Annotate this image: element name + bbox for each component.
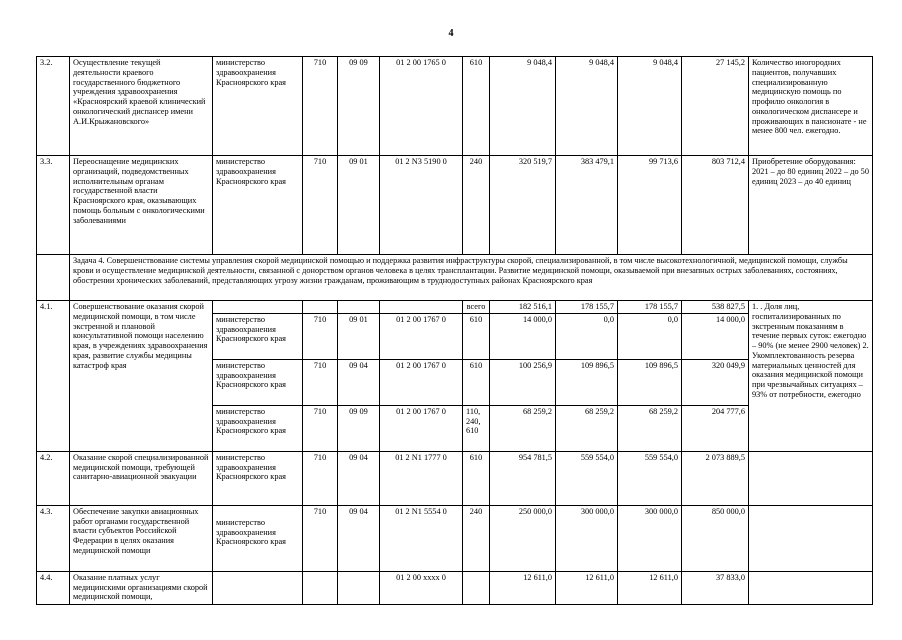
grbs-code: 710	[303, 505, 338, 571]
table-row	[37, 505, 873, 571]
grbs-code: 710	[303, 313, 338, 359]
amount-2022: 300 000,0	[556, 505, 618, 571]
rzpr-code: 09 01	[338, 313, 380, 359]
vr-code: 110, 240, 610	[463, 405, 490, 451]
csr-code: 01 2 N1 5554 0	[380, 505, 463, 571]
executor: министерство здравоохранения Красноярского края	[213, 405, 303, 451]
executor: министерство здравоохранения Красноярского края	[213, 156, 303, 255]
amount-2023: 109 896,5	[618, 359, 682, 405]
task-4-heading: Задача 4. Совершенствование системы управления скорой медицинской помощью и поддержка развития инфраструктуры скорой, специализированной, в том числе высокотехнологичной, медицинской помощи, службы крови и осуществление медицинской деятельности, связанной с донорством органов человека в целях трансплантации. Развитие медицинской помощи, оказываемой при внезапных острых заболеваниях, состояниях, обострении хронических заболеваний, представляющих угрозу жизни гражданам, проживающим в труднодоступных районах Красноярского края	[70, 255, 873, 301]
grbs-code: 710	[303, 156, 338, 255]
amount-2023: 0,0	[618, 313, 682, 359]
amount-2022: 0,0	[556, 313, 618, 359]
amount-2021: 100 256,9	[490, 359, 556, 405]
activity-name: Оказание скорой специализированной медицинской помощи, требующей санитарно-авиационной эвакуации	[70, 451, 213, 505]
amount-2023: 9 048,4	[618, 57, 682, 156]
row-number: 4.2.	[37, 451, 70, 505]
expected-result: Количество иногородних пациентов, получавших специализированную медицинскую помощь по профилю онкология в онкологическом диспансере и проживающих в пансионате - не менее 800 чел. ежегодно.	[749, 57, 873, 156]
activity-name: Совершенствование оказания скорой медицинской помощи, в том числе экстренной и плановой консультативной помощи населению края, в учреждениях здравоохранения края, развитие службы медицины катастроф края	[70, 301, 213, 452]
vr-code: 610	[463, 451, 490, 505]
csr-code: 01 2 00 1767 0	[380, 405, 463, 451]
vr-code: 610	[463, 313, 490, 359]
amount-2022: 383 479,1	[556, 156, 618, 255]
csr-code: 01 2 00 1765 0	[380, 57, 463, 156]
amount-2021: 954 781,5	[490, 451, 556, 505]
amount-2023: 300 000,0	[618, 505, 682, 571]
amount-2022: 178 155,7	[556, 301, 618, 314]
amount-total: 14 000,0	[682, 313, 749, 359]
rzpr-code: 09 01	[338, 156, 380, 255]
vr-code: 240	[463, 505, 490, 571]
table-row	[37, 571, 873, 604]
csr-code: 01 2 00 xxxx 0	[380, 571, 463, 604]
amount-2023: 12 611,0	[618, 571, 682, 604]
amount-2022: 109 896,5	[556, 359, 618, 405]
amount-2022: 68 259,2	[556, 405, 618, 451]
table-row	[37, 57, 873, 156]
activity-name: Оказание платных услуг медицинскими организациями скорой медицинской помощи,	[70, 571, 213, 604]
amount-2022: 9 048,4	[556, 57, 618, 156]
executor: министерство здравоохранения Красноярского края	[213, 313, 303, 359]
vr-code: 610	[463, 57, 490, 156]
activity-name: Осуществление текущей деятельности краевого государственного бюджетного учреждения здравоохранения «Красноярский краевой клинический онкологический диспансер имени А.И.Крыжановского»	[70, 57, 213, 156]
table-row	[37, 156, 873, 255]
csr-code: 01 2 N3 5190 0	[380, 156, 463, 255]
vr-code: 610	[463, 359, 490, 405]
amount-total: 37 833,0	[682, 571, 749, 604]
table-row	[37, 451, 873, 505]
row-number: 3.3.	[37, 156, 70, 255]
amount-2021: 320 519,7	[490, 156, 556, 255]
rzpr-code: 09 04	[338, 359, 380, 405]
amount-2021: 68 259,2	[490, 405, 556, 451]
executor: министерство здравоохранения Красноярского края	[213, 505, 303, 571]
grbs-code: 710	[303, 359, 338, 405]
amount-2023: 178 155,7	[618, 301, 682, 314]
grbs-code: 710	[303, 405, 338, 451]
task-heading-row	[37, 255, 873, 301]
rzpr-code: 09 04	[338, 451, 380, 505]
amount-total: 320 049,9	[682, 359, 749, 405]
page-number: 4	[448, 28, 454, 39]
amount-2023: 68 259,2	[618, 405, 682, 451]
amount-2023: 559 554,0	[618, 451, 682, 505]
csr-code: 01 2 00 1767 0	[380, 313, 463, 359]
amount-total: 2 073 889,5	[682, 451, 749, 505]
program-activities-table	[36, 56, 873, 605]
amount-2021: 9 048,4	[490, 57, 556, 156]
amount-total: 538 827,5	[682, 301, 749, 314]
executor: министерство здравоохранения Красноярского края	[213, 359, 303, 405]
activity-name: Обеспечение закупки авиационных работ органами государственной власти субъектов Российской Федерации в целях оказания медицинской помощи	[70, 505, 213, 571]
amount-total: 803 712,4	[682, 156, 749, 255]
amount-2021: 182 516,1	[490, 301, 556, 314]
amount-2021: 250 000,0	[490, 505, 556, 571]
rzpr-code: 09 09	[338, 57, 380, 156]
executor: министерство здравоохранения Красноярского края	[213, 451, 303, 505]
amount-2021: 14 000,0	[490, 313, 556, 359]
csr-code: 01 2 00 1767 0	[380, 359, 463, 405]
row-number: 4.4.	[37, 571, 70, 604]
expected-result: Приобретение оборудования: 2021 – до 80 единиц 2022 – до 50 единиц 2023 – до 40 единиц	[749, 156, 873, 255]
expected-result: 1. . Доля лиц, госпитализированных по экстренным показаниям в течение первых суток: ежегодно – 90% (не менее 2900 человек) 2. Укомплектованность резерва материальных ценностей для оказания медицинской помощи при чрезвычайных ситуациях –93% от потребности, ежегодно	[749, 301, 873, 452]
row-number: 4.1.	[37, 301, 70, 452]
grbs-code: 710	[303, 57, 338, 156]
activity-name: Переоснащение медицинских организаций, подведомственных исполнительным органам государственной власти Красноярского края, оказывающих помощь больным с онкологическими заболеваниями	[70, 156, 213, 255]
amount-total: 850 000,0	[682, 505, 749, 571]
rzpr-code: 09 09	[338, 405, 380, 451]
executor: министерство здравоохранения Красноярского края	[213, 57, 303, 156]
rzpr-code: 09 04	[338, 505, 380, 571]
amount-total: 204 777,6	[682, 405, 749, 451]
row-number: 3.2.	[37, 57, 70, 156]
csr-code: 01 2 N1 1777 0	[380, 451, 463, 505]
amount-2022: 12 611,0	[556, 571, 618, 604]
grbs-code: 710	[303, 451, 338, 505]
table-row	[37, 301, 873, 314]
amount-2022: 559 554,0	[556, 451, 618, 505]
vr-code: 240	[463, 156, 490, 255]
amount-total: 27 145,2	[682, 57, 749, 156]
total-label: всего	[463, 301, 490, 314]
row-number: 4.3.	[37, 505, 70, 571]
amount-2021: 12 611,0	[490, 571, 556, 604]
amount-2023: 99 713,6	[618, 156, 682, 255]
